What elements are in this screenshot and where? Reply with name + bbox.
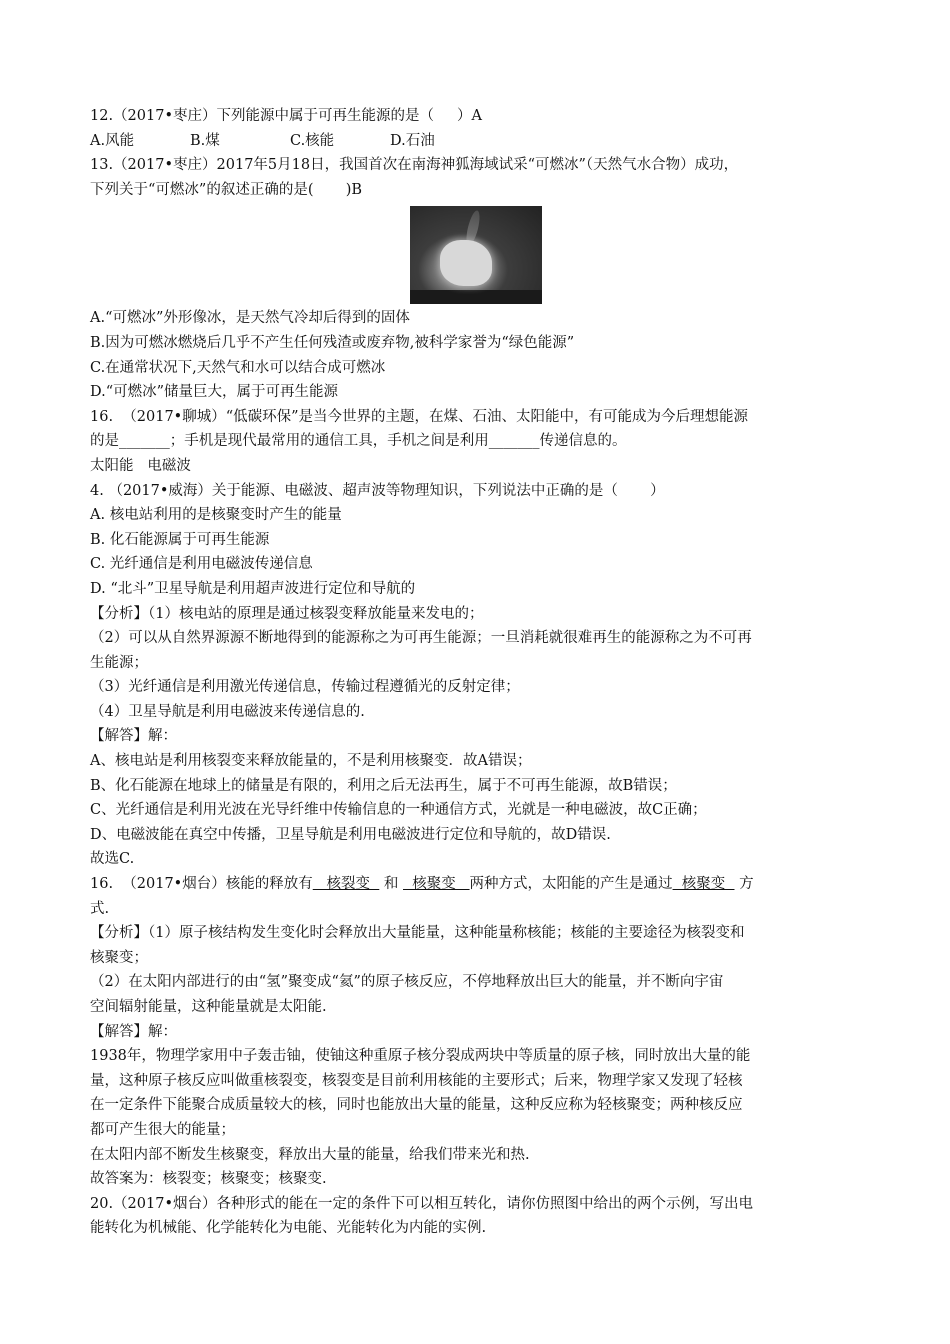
question-4-option-a: A. 核电站利用的是核聚变时产生的能量	[90, 507, 342, 524]
question-13-option-c: C.在通常状况下,天然气和水可以结合成可燃冰	[90, 359, 386, 376]
option-a: A.风能	[90, 132, 135, 149]
option-d: D.石油	[390, 132, 435, 149]
question-16b-analysis-2: 核聚变；	[90, 949, 148, 966]
combustible-ice-photo	[410, 206, 542, 304]
question-4-option-c: C. 光纤通信是利用电磁波传递信息	[90, 556, 313, 573]
question-4-analysis-1: 【分析】（1）核电站的原理是通过核裂变释放能量来发电的；	[90, 605, 484, 622]
question-16b-solution-5: 在太阳内部不断发生核聚变，释放出大量的能量，给我们带来光和热.	[90, 1146, 530, 1163]
question-16b-analysis-4: 空间辐射能量，这种能量就是太阳能.	[90, 999, 327, 1015]
document-page	[90, 104, 870, 1241]
blank-answer-1: 核裂变	[312, 876, 380, 893]
stem-part: 方	[734, 876, 754, 893]
question-12-options	[90, 129, 870, 154]
question-4-analysis-2: （2）可以从自然界源源不断地得到的能源称之为可再生能源；一旦消耗就很难再生的能源称之为不可再	[90, 630, 752, 647]
option-c: C.核能	[290, 132, 335, 149]
question-4-solution-2: B、化石能源在地球上的储量是有限的，利用之后无法再生，属于不可再生能源，故B错误；	[90, 777, 677, 794]
question-4-solution-4: D、电磁波能在真空中传播，卫星导航是利用电磁波进行定位和导航的，故D错误.	[90, 826, 611, 843]
question-13-option-a: A.“可燃冰”外形像冰，是天然气冷却后得到的固体	[90, 310, 410, 327]
option-b: B.煤	[190, 132, 220, 149]
question-4-option-d: D. “北斗”卫星导航是利用超声波进行定位和导航的	[90, 580, 416, 597]
question-16b-stem-line1	[90, 872, 870, 897]
question-16b-solution-4: 都可产生很大的能量；	[90, 1121, 235, 1138]
question-16a-stem-line2: 的是_______；手机是现代最常用的通信工具，手机之间是利用_______传递信息的。	[90, 433, 627, 450]
question-16a-stem-line1: 16. （2017•聊城）“低碳环保”是当今世界的主题，在煤、石油、太阳能中，有可能成为今后理想能源	[90, 408, 749, 425]
question-16b-solution-2: 量，这种原子核反应叫做重核裂变，核裂变是目前利用核能的主要形式；后来，物理学家又发现了轻核	[90, 1072, 743, 1089]
blank-answer-3: 核聚变	[672, 876, 735, 893]
question-20-stem-line2: 能转化为机械能、化学能转化为电能、光能转化为内能的实例.	[90, 1220, 487, 1237]
stem-part: 两种方式，太阳能的产生是通过	[469, 876, 673, 893]
question-20-stem-line1: 20.（2017•烟台）各种形式的能在一定的条件下可以相互转化，请你仿照图中给出的两个示例，写出电	[90, 1195, 754, 1212]
question-16b-analysis-1: 【分析】（1）原子核结构发生变化时会释放出大量能量，这种能量称核能；核能的主要途径为核裂变和	[90, 925, 745, 942]
question-13-stem-line1: 13.（2017•枣庄）2017年5月18日，我国首次在南海神狐海域试采“可燃冰”（天然气水合物）成功，	[90, 157, 739, 174]
question-16b-solution-heading: 【解答】解：	[90, 1023, 177, 1040]
question-4-analysis-4: （3）光纤通信是利用激光传递信息，传输过程遵循光的反射定律；	[90, 679, 520, 696]
blank-answer-2: 核聚变	[403, 876, 470, 893]
question-12-stem: 12.（2017•枣庄）下列能源中属于可再生能源的是（ ）A	[90, 108, 483, 124]
question-16a-answer: 太阳能 电磁波	[90, 457, 191, 474]
question-16b-solution-1: 1938年，物理学家用中子轰击铀，使铀这种重原子核分裂成两块中等质量的原子核，同时放出大量的能	[90, 1048, 751, 1065]
question-4-option-b: B. 化石能源属于可再生能源	[90, 531, 270, 548]
question-4-analysis-5: （4）卫星导航是利用电磁波来传递信息的.	[90, 703, 365, 720]
question-4-solution-3: C、光纤通信是利用光波在光导纤维中传输信息的一种通信方式，光就是一种电磁波，故C正确；	[90, 802, 707, 819]
question-4-solution-heading: 【解答】解：	[90, 728, 177, 745]
question-13-option-b: B.因为可燃冰燃烧后几乎不产生任何残渣或废弃物,被科学家誉为“绿色能源”	[90, 334, 575, 351]
question-4-solution-1: A、核电站是利用核裂变来释放能量的，不是利用核聚变．故A错误；	[90, 753, 532, 770]
question-16b-stem-line2: 式.	[90, 900, 110, 917]
question-4-analysis-3: 生能源；	[90, 654, 148, 671]
question-13-option-d: D.“可燃冰”储量巨大，属于可再生能源	[90, 384, 339, 401]
question-16b-analysis-3: （2）在太阳内部进行的由“氢”聚变成“氦”的原子核反应，不停地释放出巨大的能量，并不断向宇宙	[90, 974, 724, 991]
stem-part: 和	[379, 876, 403, 893]
stem-part: 16. （2017•烟台）核能的释放有	[90, 876, 313, 893]
question-4-stem: 4. （2017•威海）关于能源、电磁波、超声波等物理知识，下列说法中正确的是（ ）	[90, 482, 665, 499]
question-16b-answer: 故答案为：核裂变；核聚变；核聚变.	[90, 1171, 327, 1188]
question-16b-solution-3: 在一定条件下能聚合成质量较大的核，同时也能放出大量的能量，这种反应称为轻核聚变；两种核反应	[90, 1097, 743, 1114]
question-13-stem-line2: 下列关于“可燃冰”的叙述正确的是( )B	[90, 181, 363, 198]
question-4-conclusion: 故选C.	[90, 851, 135, 868]
